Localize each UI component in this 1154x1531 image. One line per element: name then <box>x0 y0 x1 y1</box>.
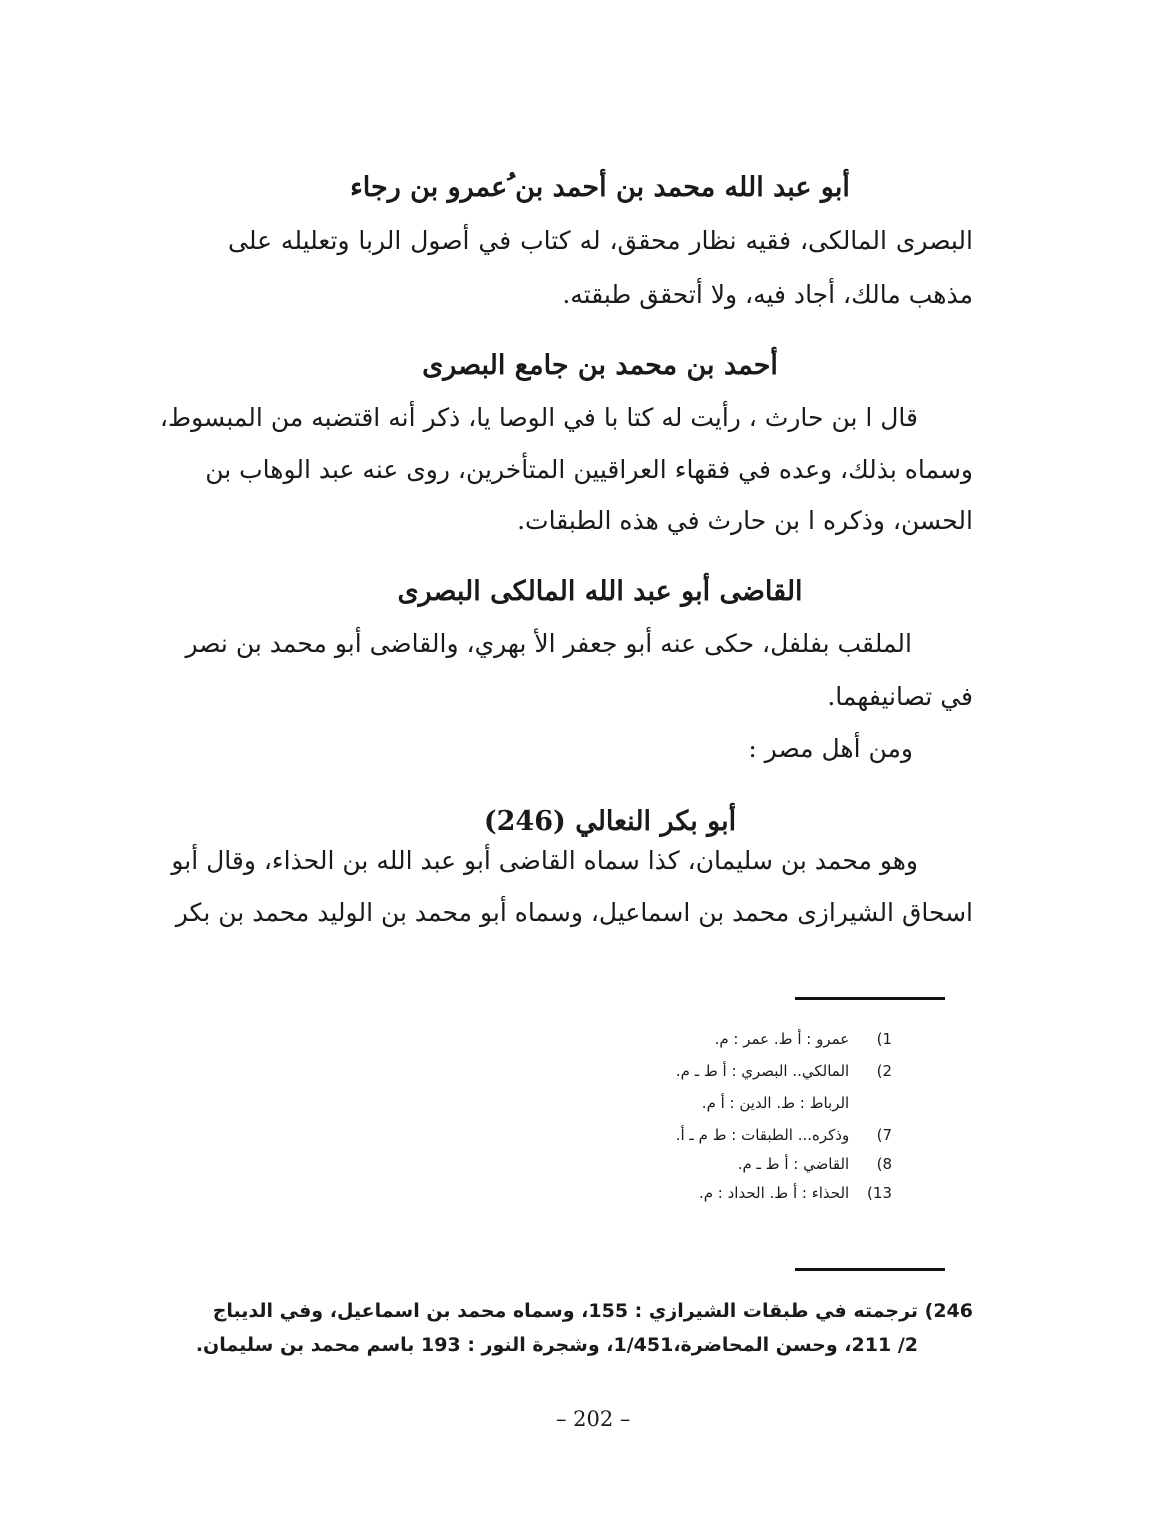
entry-3-line-3: ومن أهل مصر : <box>748 734 913 763</box>
apparatus-item: الرباط : ط. الدين : أ م. <box>701 1094 850 1112</box>
entry-heading-3: القاضى أبو عبد الله المالكى البصرى <box>397 576 803 607</box>
entry-2-line-3: الحسن، وذكره ا بن حارث في هذه الطبقات. <box>517 506 973 535</box>
apparatus-item: 8) القاضي : أ ط ـ م. <box>737 1155 892 1173</box>
entry-2-line-1: قال ا بن حارث ، رأيت له كتا با في الوصا يا، ذكر أنه اقتضبه من المبسوط، <box>159 403 918 432</box>
entry-heading-4: أبو بكر النعالي (246) <box>483 806 737 837</box>
apparatus-item: 7) وذكره... الطبقات : ط م ـ أ. <box>675 1126 892 1144</box>
apparatus-item: 13) الحذاء : أ ط. الحداد : م. <box>698 1184 892 1202</box>
entry-heading-1: أبو عبد الله محمد بن أحمد بن ُعمرو بن رجاء <box>350 172 850 203</box>
entry-3-line-2: في تصانيفهما. <box>827 682 973 711</box>
footnote-line-1: 246) ترجمته في طبقات الشيرازي : 155، وسماه محمد بن اسماعيل، وفي الديباج <box>212 1300 973 1322</box>
entry-1-line-2: مذهب مالك، أجاد فيه، ولا أتحقق طبقته. <box>562 280 973 309</box>
footnote-separator <box>795 1268 945 1271</box>
entry-heading-2: أحمد بن محمد بن جامع البصرى <box>422 350 778 381</box>
apparatus-item: 2) المالكي.. البصري : أ ط ـ م. <box>675 1062 892 1080</box>
apparatus-separator <box>795 997 945 1000</box>
entry-3-line-1: الملقب بفلفل، حكى عنه أبو جعفر الأ بهري، والقاضى أبو محمد بن نصر <box>185 629 912 658</box>
entry-4-line-2: اسحاق الشيرازى محمد بن اسماعيل، وسماه أبو محمد بن الوليد محمد بن بكر <box>175 898 973 927</box>
entry-2-line-2: وسماه بذلك، وعده في فقهاء العراقيين المتأخرين، روى عنه عبد الوهاب بن <box>205 455 973 484</box>
footnote-line-2: 2/ 211، وحسن المحاضرة،1/451، وشجرة النور : 193 باسم محمد بن سليمان. <box>195 1334 918 1356</box>
entry-4-line-1: وهو محمد بن سليمان، كذا سماه القاضى أبو عبد الله بن الحذاء، وقال أبو <box>171 846 918 875</box>
entry-1-line-1: البصرى المالكى، فقيه نظار محقق، له كتاب في أصول الربا وتعليله على <box>228 226 973 255</box>
apparatus-item: 1) عمرو : أ ط. عمر : م. <box>714 1030 892 1048</box>
page-number: – 202 – <box>556 1407 631 1431</box>
